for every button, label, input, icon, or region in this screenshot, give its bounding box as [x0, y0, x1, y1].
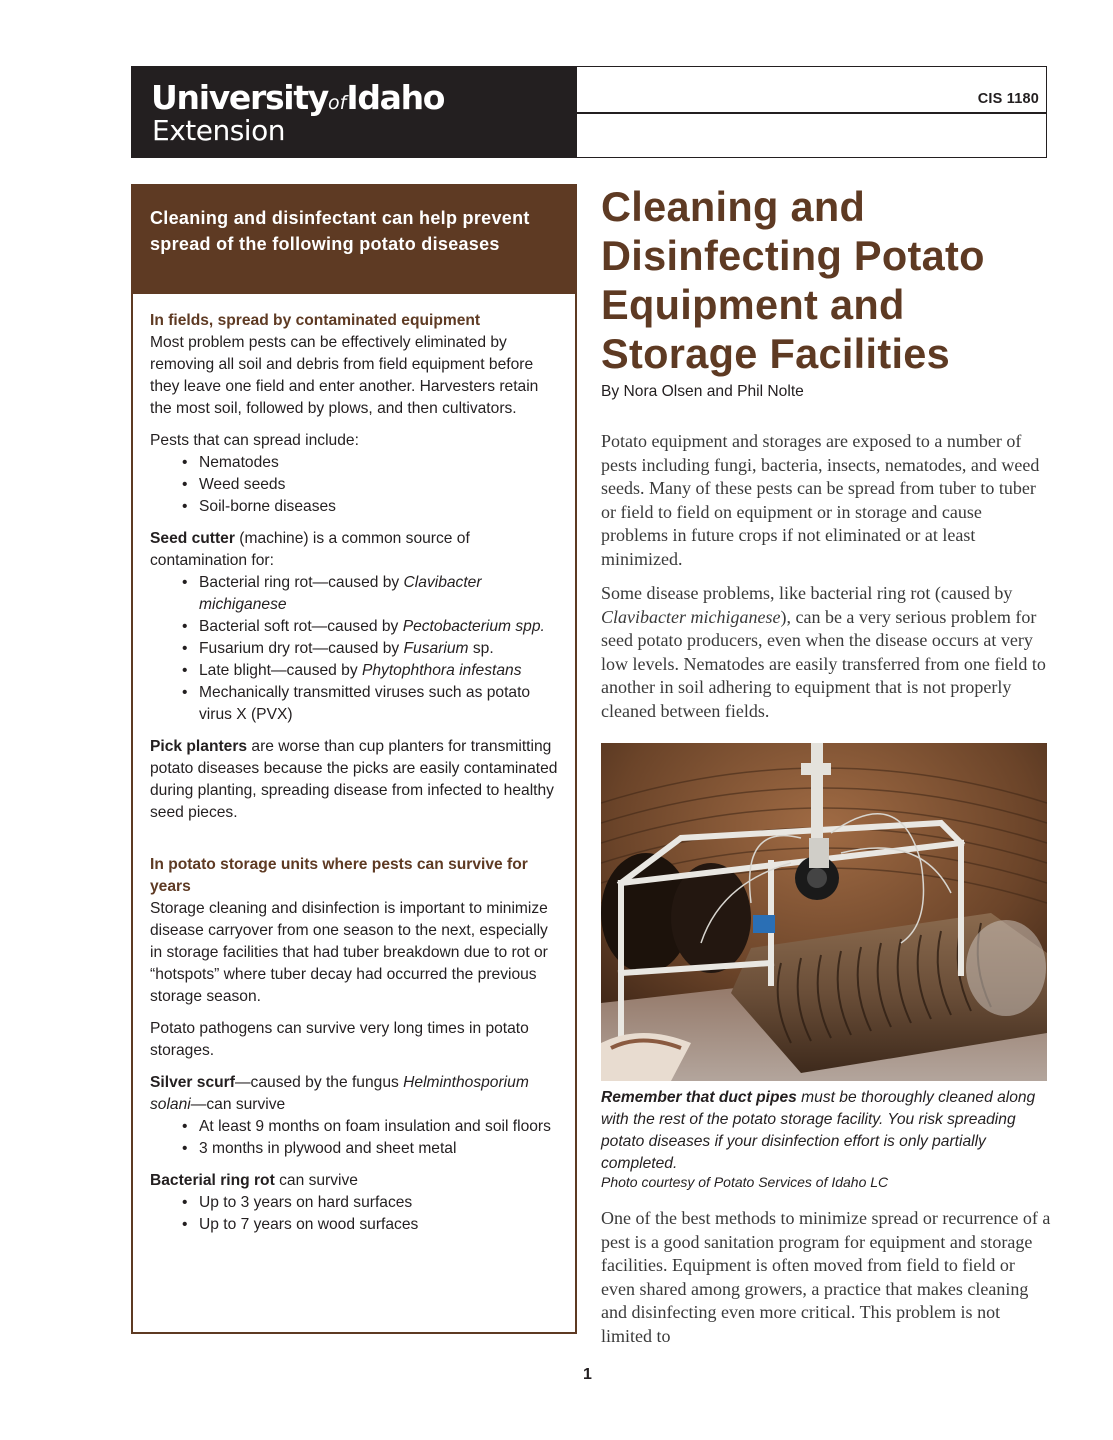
- duct-pipe-photo: [601, 743, 1047, 1081]
- storage-paragraph: Storage cleaning and disinfection is important to minimize disease carryover from one season to the next, especially in storage facilities that had tuber breakdown due to rot or “hotspots” where tuber decay had occurred the previous storage season.: [150, 900, 548, 1005]
- list-item: • Weed seeds: [182, 474, 558, 496]
- pathogens-paragraph: Potato pathogens can survive very long times in potato storages.: [150, 1020, 529, 1059]
- list-item: • Bacterial ring rot—caused by Clavibacter michiganese: [182, 572, 558, 616]
- intro-paragraph: Potato equipment and storages are exposed to a number of pests including fungi, bacteria, insects, nematodes, and weed seeds. Many of these pests can be spread from tuber to tuber or field to field on equipment or in storage and cause problems in future crops if not eliminated or at least minimized.: [601, 431, 1040, 569]
- logo-extension: Extension: [152, 114, 285, 147]
- seed-cutter-list: [182, 572, 558, 726]
- photo-credit: Photo courtesy of Potato Services of Idaho LC: [601, 1174, 889, 1190]
- sidebar-heading: Cleaning and disinfectant can help prevent spread of the following potato diseases: [133, 186, 575, 294]
- sanitation-paragraph: One of the best methods to minimize spread or recurrence of a pest is a good sanitation program for equipment and storage facilities. Equipment is often moved from field to field or even shared among growers, a practice that makes cleaning and disinfecting even more critical. This problem is not limited to: [601, 1208, 1051, 1346]
- sidebar-box: [131, 184, 577, 1334]
- section-title-fields: In fields, spread by contaminated equipment: [150, 312, 481, 329]
- duct-pipe-illustration: [601, 743, 1047, 1081]
- list-item: • Mechanically transmitted viruses such as potato virus X (PVX): [182, 682, 558, 726]
- fields-paragraph: Most problem pests can be effectively eliminated by removing all soil and debris from field equipment before they leave one field and enter another. Harvesters retain the most soil, followed by plows, and then cultivators.: [150, 334, 539, 417]
- pests-intro: Pests that can spread include:: [150, 432, 359, 449]
- university-logo: [131, 66, 577, 158]
- logo-wordmark: UniversityofIdaho: [151, 78, 445, 117]
- section-spacer: [150, 834, 558, 854]
- page-title: Cleaning and Disinfecting Potato Equipment and Storage Facilities: [601, 183, 985, 377]
- header-rule: [577, 112, 1047, 114]
- section-title-storage: In potato storage units where pests can survive for years: [150, 856, 528, 895]
- publication-code: CIS 1180: [977, 91, 1039, 107]
- list-item: • Up to 3 years on hard surfaces: [182, 1192, 558, 1214]
- list-item: • Up to 7 years on wood surfaces: [182, 1214, 558, 1236]
- byline: By Nora Olsen and Phil Nolte: [601, 383, 804, 400]
- page-number: 1: [583, 1366, 592, 1383]
- list-item: • Nematodes: [182, 452, 558, 474]
- list-item: • Soil-borne diseases: [182, 496, 558, 518]
- seed-cutter-paragraph: Seed cutter (machine) is a common source of contamination for:: [150, 530, 470, 569]
- ring-rot-paragraph: Bacterial ring rot can survive: [150, 1172, 358, 1189]
- list-item: • Bacterial soft rot—caused by Pectobacterium spp.: [182, 616, 558, 638]
- silver-scurf-paragraph: Silver scurf—caused by the fungus Helminthosporium solani—can survive: [150, 1074, 529, 1113]
- ring-rot-list: [182, 1192, 558, 1236]
- list-item: • Fusarium dry rot—caused by Fusarium sp.: [182, 638, 558, 660]
- ring-rot-paragraph-main: Some disease problems, like bacterial ring rot (caused by Clavibacter michiganese), can be a very serious problem for seed potato producers, even when the disease occurs at very low levels. Nematodes are easily transferred from one field to another in soil adhering to equipment that is not properly cleaned between fields.: [601, 583, 1046, 721]
- silver-scurf-list: [182, 1116, 558, 1160]
- list-item: • At least 9 months on foam insulation and soil floors: [182, 1116, 558, 1138]
- photo-caption: Remember that duct pipes must be thoroughly cleaned along with the rest of the potato storage facility. You risk spreading potato diseases if your disinfection effort is only partially completed.: [601, 1089, 1036, 1172]
- sidebar-body: [133, 294, 575, 1236]
- list-item: • Late blight—caused by Phytophthora infestans: [182, 660, 558, 682]
- pests-list: [182, 452, 558, 518]
- pick-planters-paragraph: Pick planters are worse than cup planters for transmitting potato diseases because the picks are easily contaminated during planting, spreading disease from infected to healthy seed pieces.: [150, 738, 558, 821]
- list-item: • 3 months in plywood and sheet metal: [182, 1138, 558, 1160]
